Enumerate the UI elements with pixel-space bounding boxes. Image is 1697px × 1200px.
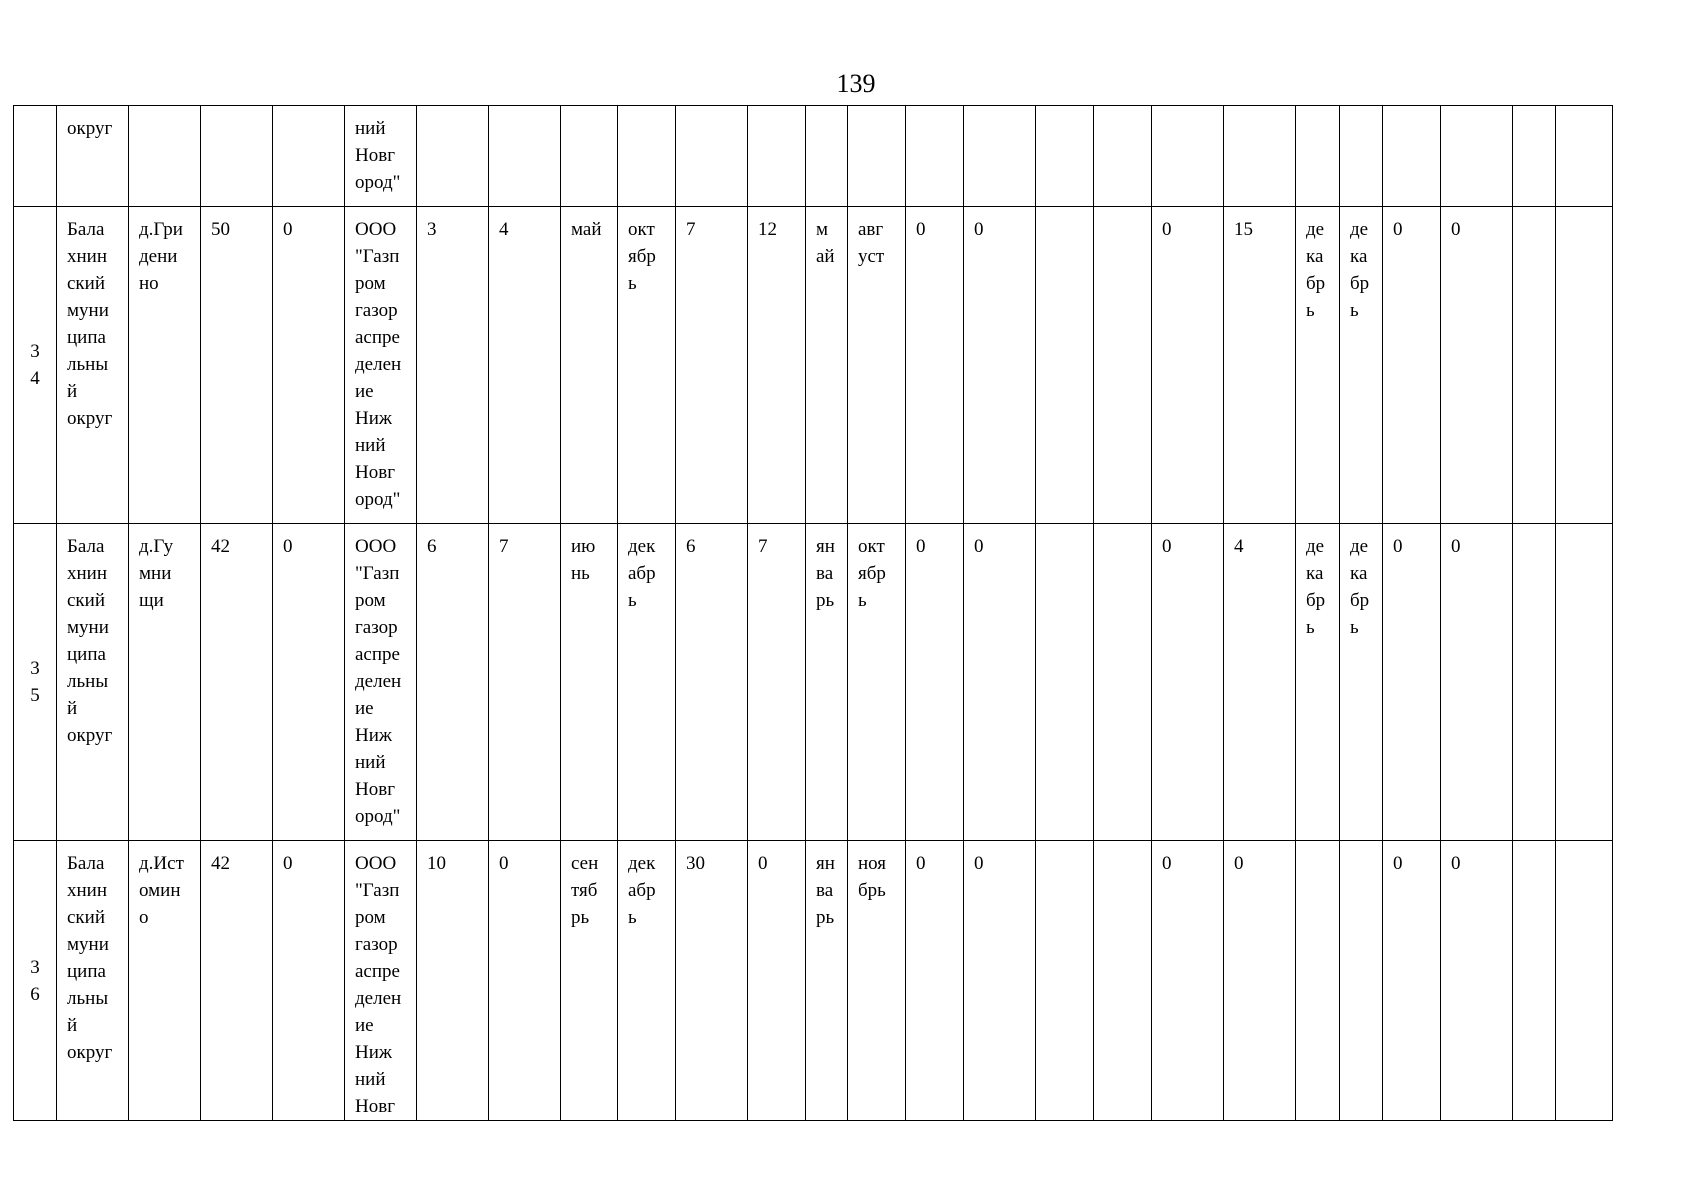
row-number-cell: 3 5 bbox=[14, 524, 57, 841]
table-cell bbox=[1556, 207, 1613, 524]
table-cell bbox=[1513, 207, 1556, 524]
table-cell: 0 bbox=[906, 841, 964, 1121]
table-cell: 0 bbox=[1152, 207, 1224, 524]
table-cell: де ка бр ь bbox=[1296, 524, 1340, 841]
table-cell bbox=[273, 106, 345, 207]
table-cell: Бала хнин ский муни ципа льны й округ bbox=[57, 207, 129, 524]
table-cell: 42 bbox=[201, 524, 273, 841]
table-cell bbox=[1296, 106, 1340, 207]
row-number-cell: 3 6 bbox=[14, 841, 57, 1121]
table-cell: де ка бр ь bbox=[1296, 207, 1340, 524]
page-number: 139 bbox=[836, 69, 876, 98]
table-cell: 10 bbox=[417, 841, 489, 1121]
table-cell: де ка бр ь bbox=[1340, 524, 1383, 841]
table-row bbox=[14, 106, 1613, 207]
table-cell bbox=[1513, 106, 1556, 207]
table-cell: окт ябр ь bbox=[848, 524, 906, 841]
table-cell: 0 bbox=[964, 841, 1036, 1121]
table-cell: дек абр ь bbox=[618, 841, 676, 1121]
table-cell: 0 bbox=[748, 841, 806, 1121]
table-cell bbox=[1094, 207, 1152, 524]
table-cell: 0 bbox=[1441, 841, 1513, 1121]
table-cell bbox=[1094, 841, 1152, 1121]
table-cell: округ bbox=[57, 106, 129, 207]
table-cell: 0 bbox=[1224, 841, 1296, 1121]
table-cell bbox=[1296, 841, 1340, 1121]
table-cell bbox=[14, 106, 57, 207]
table-cell bbox=[1036, 207, 1094, 524]
table-cell: 0 bbox=[273, 524, 345, 841]
table-cell: 0 bbox=[1383, 207, 1441, 524]
table-cell bbox=[1556, 106, 1613, 207]
table-cell: дек абр ь bbox=[618, 524, 676, 841]
table-cell: ноя брь bbox=[848, 841, 906, 1121]
table-cell: 7 bbox=[676, 207, 748, 524]
table-cell: ний Новг ород" bbox=[345, 106, 417, 207]
table-cell bbox=[1036, 841, 1094, 1121]
table-cell bbox=[806, 106, 848, 207]
table-cell: окт ябр ь bbox=[618, 207, 676, 524]
table-cell: ООО "Газп ром газор аспре делен ие Ниж ний Новг ород" bbox=[345, 524, 417, 841]
table-cell: Бала хнин ский муни ципа льны й округ bbox=[57, 841, 129, 1121]
table-cell: 0 bbox=[964, 524, 1036, 841]
table-cell: ян ва рь bbox=[806, 524, 848, 841]
table-cell: 0 bbox=[964, 207, 1036, 524]
table-cell: 4 bbox=[1224, 524, 1296, 841]
table-cell: 15 bbox=[1224, 207, 1296, 524]
table-row bbox=[14, 841, 1613, 1121]
table-row bbox=[14, 207, 1613, 524]
table-cell: 6 bbox=[417, 524, 489, 841]
table-cell: 6 bbox=[676, 524, 748, 841]
table-cell: 7 bbox=[489, 524, 561, 841]
table-cell bbox=[748, 106, 806, 207]
table-row bbox=[14, 524, 1613, 841]
table-cell: 50 bbox=[201, 207, 273, 524]
table-cell bbox=[1036, 524, 1094, 841]
table-cell: 3 bbox=[417, 207, 489, 524]
table-cell: д.Ист омин о bbox=[129, 841, 201, 1121]
table-cell: сен тяб рь bbox=[561, 841, 618, 1121]
table-cell: 42 bbox=[201, 841, 273, 1121]
table-cell: 0 bbox=[1383, 524, 1441, 841]
table-cell bbox=[964, 106, 1036, 207]
table-cell bbox=[129, 106, 201, 207]
table-cell: м ай bbox=[806, 207, 848, 524]
table-cell: 0 bbox=[1441, 524, 1513, 841]
table-cell: 0 bbox=[906, 524, 964, 841]
table-cell: май bbox=[561, 207, 618, 524]
table-cell bbox=[676, 106, 748, 207]
table-cell bbox=[201, 106, 273, 207]
data-table bbox=[13, 105, 1613, 1121]
table-cell: 7 bbox=[748, 524, 806, 841]
table-cell: ООО "Газп ром газор аспре делен ие Ниж ний Новг ород" bbox=[345, 207, 417, 524]
table-cell: 0 bbox=[489, 841, 561, 1121]
table-cell: д.Гри дени но bbox=[129, 207, 201, 524]
table-cell: 0 bbox=[1383, 841, 1441, 1121]
table-cell: 0 bbox=[1152, 524, 1224, 841]
table-cell bbox=[1340, 106, 1383, 207]
table-cell bbox=[1340, 841, 1383, 1121]
table-cell bbox=[906, 106, 964, 207]
table-cell bbox=[1513, 841, 1556, 1121]
table-cell: ян ва рь bbox=[806, 841, 848, 1121]
table-cell bbox=[1094, 106, 1152, 207]
table-cell: 0 bbox=[1441, 207, 1513, 524]
table-cell bbox=[1383, 106, 1441, 207]
table-cell: авг уст bbox=[848, 207, 906, 524]
table-cell: 4 bbox=[489, 207, 561, 524]
table-cell: 12 bbox=[748, 207, 806, 524]
table-cell bbox=[561, 106, 618, 207]
table-cell bbox=[618, 106, 676, 207]
table-cell: 0 bbox=[273, 207, 345, 524]
table-cell: ию нь bbox=[561, 524, 618, 841]
table-cell: 30 bbox=[676, 841, 748, 1121]
table-cell bbox=[1556, 524, 1613, 841]
table-cell bbox=[1152, 106, 1224, 207]
table-cell: ООО "Газп ром газор аспре делен ие Ниж ний Новг bbox=[345, 841, 417, 1121]
table-cell bbox=[417, 106, 489, 207]
table-cell bbox=[1224, 106, 1296, 207]
row-number-cell: 3 4 bbox=[14, 207, 57, 524]
table-cell bbox=[1513, 524, 1556, 841]
table-cell bbox=[1441, 106, 1513, 207]
table-cell: 0 bbox=[1152, 841, 1224, 1121]
table-cell: 0 bbox=[906, 207, 964, 524]
table-cell bbox=[1094, 524, 1152, 841]
table-cell bbox=[489, 106, 561, 207]
table-cell: де ка бр ь bbox=[1340, 207, 1383, 524]
table-cell: Бала хнин ский муни ципа льны й округ bbox=[57, 524, 129, 841]
table-cell bbox=[1556, 841, 1613, 1121]
table-cell bbox=[1036, 106, 1094, 207]
table-cell: 0 bbox=[273, 841, 345, 1121]
table-cell: д.Гу мни щи bbox=[129, 524, 201, 841]
table-cell bbox=[848, 106, 906, 207]
